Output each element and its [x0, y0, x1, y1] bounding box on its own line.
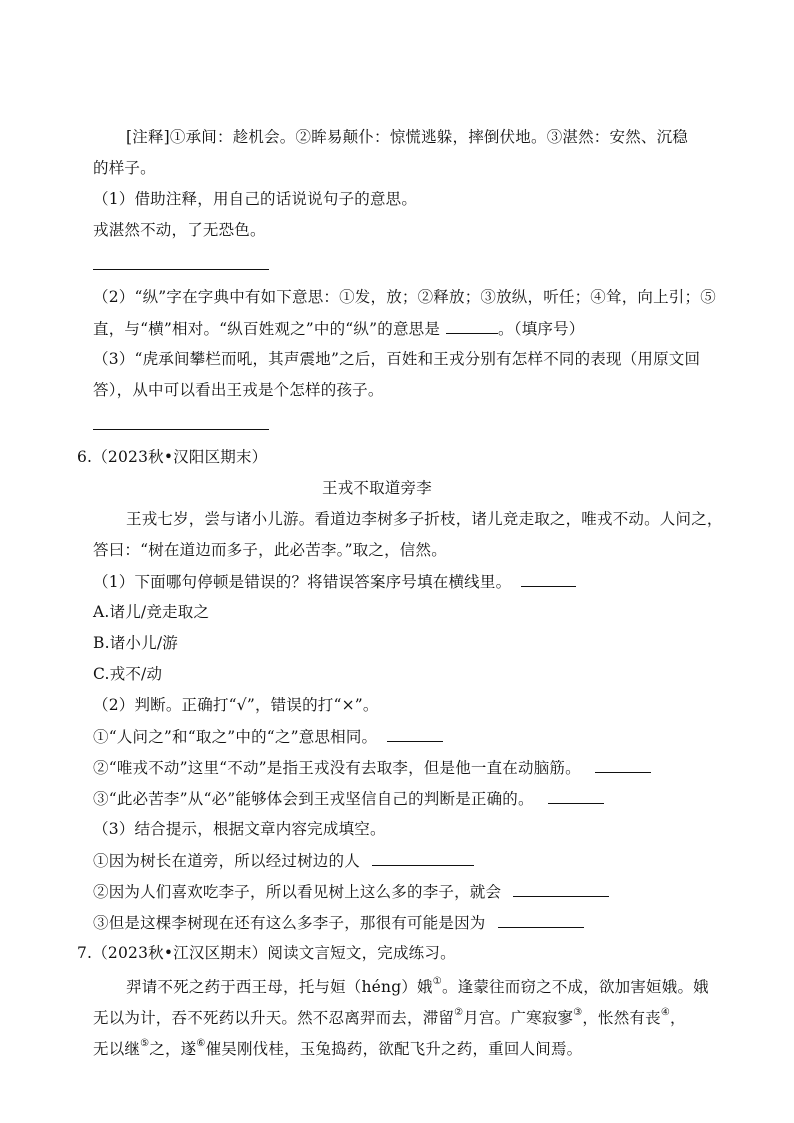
q3-line-1: （3）“虎承间攀栏而吼，其声震地”之后，百姓和王戎分别有怎样不同的表现（用原文回 [93, 350, 701, 368]
answer-blank[interactable] [387, 725, 443, 742]
footnote-marker: ③ [573, 1007, 583, 1018]
passage-text: 之，遂 [149, 1040, 197, 1059]
footnote-marker: ② [454, 1007, 464, 1018]
footnote-marker: ⑥ [196, 1038, 206, 1049]
passage-text: 催吴刚伐桂，玉兔捣药，欲配飞升之药，重回人间焉。 [205, 1040, 583, 1059]
fill-item-1 [93, 849, 474, 872]
q3-line-2: 答），从中可以看出王戎是个怎样的孩子。 [93, 381, 384, 399]
answer-blank[interactable] [521, 570, 576, 587]
fill-item-3 [93, 911, 584, 934]
fill-item-1-text: ①因为树长在道旁，所以经过树边的人 [93, 852, 360, 870]
passage-text: ， [670, 1009, 686, 1028]
judgment-item-3 [93, 787, 604, 810]
q1-prompt [93, 570, 576, 593]
annotation-line-1: [注释]①承间：趁机会。②眸易颠仆：惊慌逃躲，摔倒伏地。③湛然：安然、沉稳 [126, 128, 688, 146]
passage-text: 无以继 [93, 1040, 141, 1059]
passage-line-2: 答曰：“树在道边而多子，此必苦李。”取之，信然。 [93, 541, 447, 559]
passage-text: 月宫。广寒寂寥 [463, 1009, 574, 1028]
q1-sentence: 戎湛然不动，了无恐色。 [93, 221, 266, 239]
annotation-line-2: 的样子。 [93, 159, 156, 177]
option-a: A.诸儿/竞走取之 [93, 603, 210, 621]
passage-title: 王戎不取道旁李 [322, 479, 432, 497]
q2-line-2-suffix: 。（填序号） [498, 320, 585, 338]
q2-line-2 [93, 317, 585, 340]
option-b: B.诸小儿/游 [93, 634, 178, 652]
judgment-item-1-text: ①“人问之”和“取之”中的“之”意思相同。 [93, 728, 378, 746]
passage-line-1: 王戎七岁，尝与诸小儿游。看道边李树多子折枝，诸儿竞走取之，唯戎不动。人问之， [126, 510, 723, 528]
judgment-item-3-text: ③“此必苦李”从“必”能够体会到王戎坚信自己的判断是正确的。 [93, 790, 534, 808]
answer-line[interactable] [93, 429, 269, 430]
fill-item-3-text: ③但是这棵李树现在还有这么多李子，那很有可能是因为 [93, 914, 486, 932]
passage-line-2 [93, 1004, 686, 1029]
passage-text: 。逢蒙往而窃之不成，欲加害姮娥。娥 [441, 978, 709, 997]
fill-item-2-text: ②因为人们喜欢吃李子，所以看见树上这么多的李子，就会 [93, 883, 502, 901]
q3-prompt: （3）结合提示，根据文章内容完成填空。 [93, 820, 386, 838]
answer-line[interactable] [93, 269, 269, 270]
option-c: C.戎不/动 [93, 665, 163, 683]
answer-blank[interactable] [498, 911, 584, 928]
passage-text: ，怅然有丧 [582, 1009, 661, 1028]
judgment-item-1 [93, 725, 443, 748]
answer-blank[interactable] [446, 317, 498, 334]
footnote-marker: ④ [660, 1007, 671, 1018]
judgment-item-2 [93, 756, 651, 779]
q2-prompt: （2）判断。正确打“√”，错误的打“×”。 [93, 696, 379, 714]
passage-line-1 [126, 973, 709, 998]
answer-blank[interactable] [372, 849, 474, 866]
answer-blank[interactable] [595, 756, 651, 773]
footnote-marker: ⑤ [140, 1038, 150, 1049]
footnote-marker: ① [432, 976, 442, 987]
fill-item-2 [93, 880, 609, 903]
question-7-header: 7.（2023秋•江汉区期末）阅读文言短文，完成练习。 [77, 944, 456, 962]
passage-text: 羿请不死之药于西王母，托与姮（héng）娥 [126, 978, 433, 997]
q2-line-1: （2）“纵”字在字典中有如下意思：①发，放；②释放；③放纵，听任；④耸，向上引；⑤ [93, 288, 716, 306]
q1-prompt-text: （1）下面哪句停顿是错误的？将错误答案序号填在横线里。 [93, 573, 512, 591]
q2-line-2-text: 直，与“横”相对。“纵百姓观之”中的“纵”的意思是 [93, 320, 441, 338]
passage-line-3 [93, 1035, 582, 1060]
judgment-item-2-text: ②“唯戎不动”这里“不动”是指王戎没有去取李，但是他一直在动脑筋。 [93, 759, 581, 777]
answer-blank[interactable] [513, 880, 609, 897]
passage-text: 无以为计，吞不死药以升天。然不忍离羿而去，滞留 [93, 1009, 455, 1028]
question-6-header: 6.（2023秋•汉阳区期末） [77, 448, 268, 466]
q1-prompt: （1）借助注释，用自己的话说说句子的意思。 [93, 190, 418, 208]
answer-blank[interactable] [548, 787, 604, 804]
